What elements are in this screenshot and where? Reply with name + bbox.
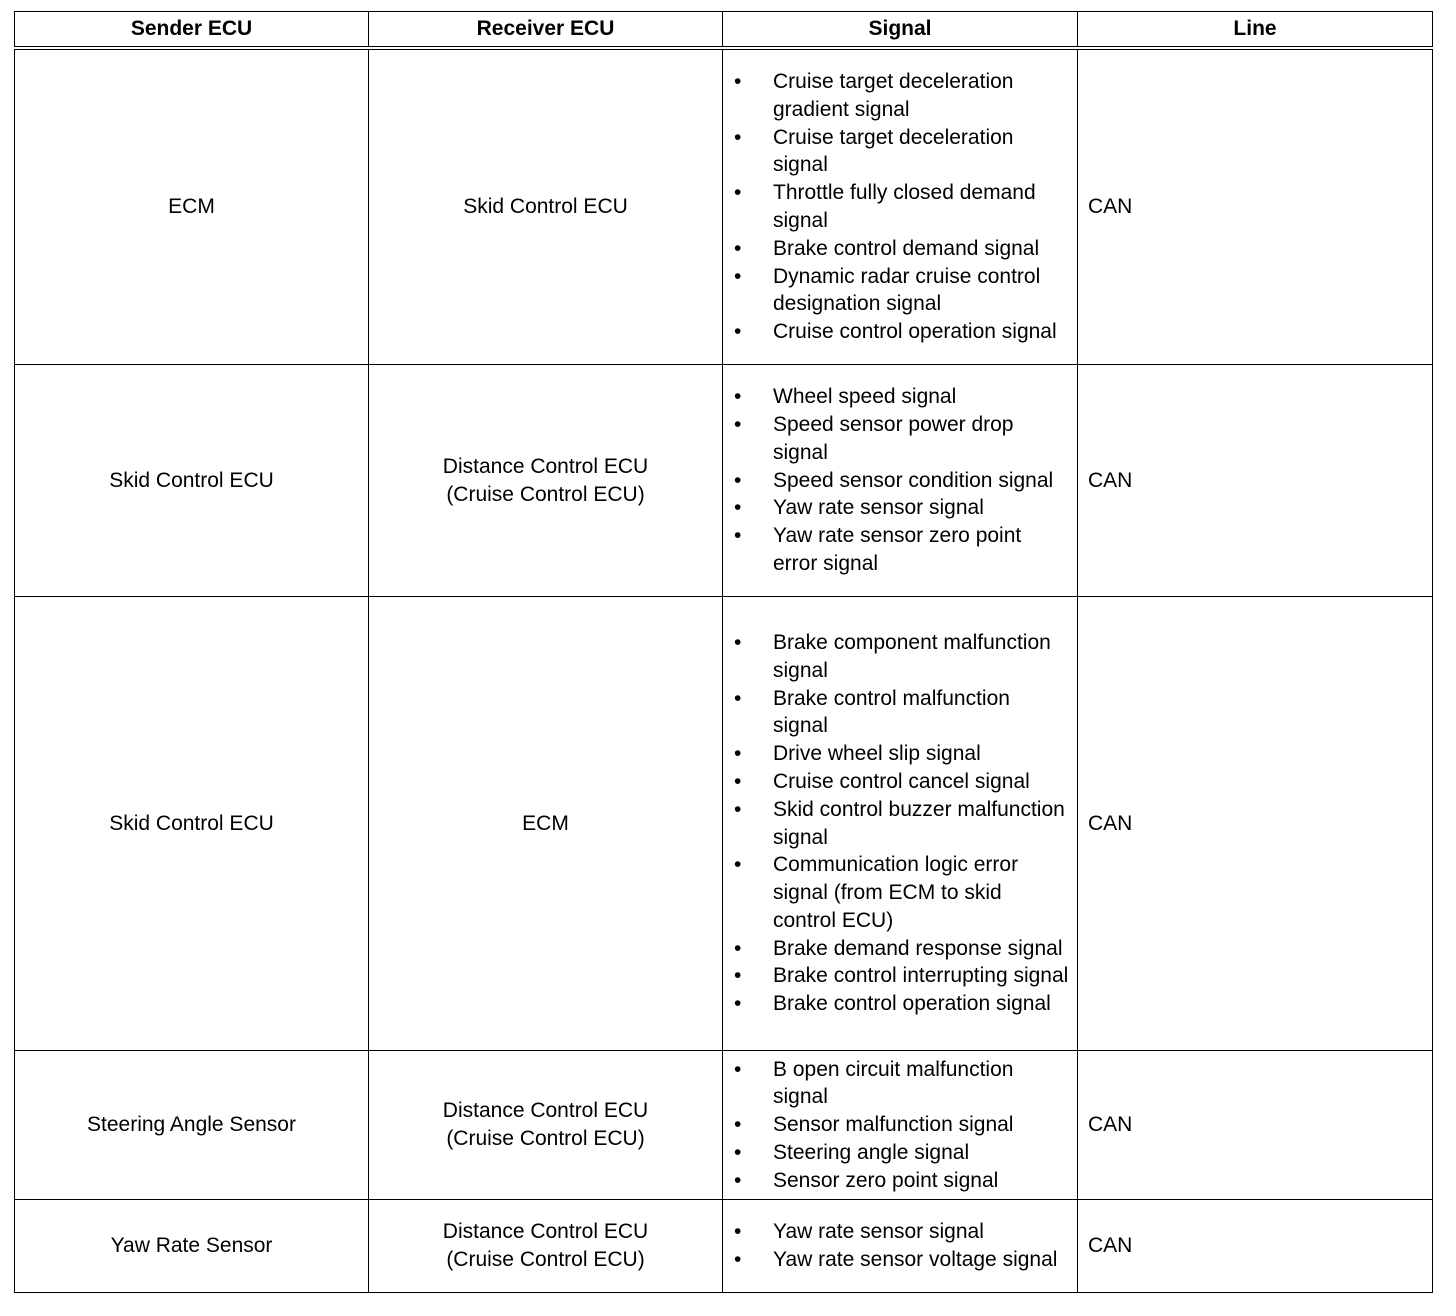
- bullet-icon: •: [734, 686, 742, 710]
- bullet-icon: •: [734, 964, 742, 988]
- signal-item: [732, 629, 1069, 685]
- bullet-icon: •: [734, 496, 742, 520]
- signal-text: B open circuit malfunction signal: [773, 1057, 1014, 1109]
- signal-text: Steering angle signal: [773, 1140, 970, 1164]
- signal-item: [732, 935, 1069, 963]
- bullet-icon: •: [734, 769, 742, 793]
- signal-text: Speed sensor condition signal: [773, 468, 1054, 492]
- signal-list: [732, 1218, 1069, 1274]
- bullet-icon: •: [734, 1140, 742, 1164]
- signal-list: [732, 629, 1069, 1018]
- signal-text: Brake component malfunction signal: [773, 630, 1051, 682]
- table-row: [15, 1051, 1433, 1200]
- signal-text: Skid control buzzer malfunction signal: [773, 797, 1065, 849]
- signal-text: Yaw rate sensor zero point error signal: [773, 524, 1022, 575]
- signal-item: [732, 1111, 1069, 1139]
- signal-item: [732, 1167, 1069, 1195]
- signal-list: [732, 1056, 1069, 1195]
- signal-text: Drive wheel slip signal: [773, 742, 981, 766]
- signal-text: Yaw rate sensor signal: [773, 496, 984, 520]
- signal-item: [732, 768, 1069, 796]
- bullet-icon: •: [734, 320, 742, 344]
- signal-text: Speed sensor power drop signal: [773, 413, 1014, 464]
- receiver-cell: [369, 1051, 723, 1200]
- receiver-line-1: Distance Control ECU: [442, 1220, 649, 1244]
- signal-text: Dynamic radar cruise control designation signal: [773, 264, 1041, 316]
- receiver-line-2: (Cruise Control ECU): [446, 482, 645, 506]
- bullet-icon: •: [734, 797, 742, 821]
- receiver-cell: [369, 597, 723, 1051]
- signal-item: [732, 522, 1069, 578]
- signal-cell: [723, 1200, 1078, 1293]
- signal-item: [732, 68, 1069, 124]
- bullet-icon: •: [734, 1248, 742, 1271]
- bullet-icon: •: [734, 1220, 742, 1244]
- sender-cell: Skid Control ECU: [15, 597, 369, 1051]
- bullet-icon: •: [734, 936, 742, 960]
- signal-text: Wheel speed signal: [773, 385, 957, 409]
- bullet-icon: •: [734, 1168, 742, 1192]
- receiver-cell: [369, 48, 723, 365]
- bullet-icon: •: [734, 992, 742, 1016]
- signal-list: [732, 383, 1069, 578]
- signal-text: Brake control demand signal: [773, 236, 1040, 260]
- header-signal: Signal: [723, 12, 1078, 49]
- signal-list: [732, 68, 1069, 346]
- signal-text: Yaw rate sensor signal: [773, 1220, 984, 1244]
- table-row: [15, 365, 1433, 597]
- sender-cell: Steering Angle Sensor: [15, 1051, 369, 1200]
- receiver-line-1: Distance Control ECU: [442, 1099, 649, 1123]
- signal-text: Brake control malfunction signal: [773, 686, 1010, 738]
- signal-item: [732, 411, 1069, 467]
- bullet-icon: •: [734, 630, 742, 654]
- signal-item: [732, 467, 1069, 495]
- receiver-cell: [369, 1200, 723, 1293]
- signal-text: Brake control operation signal: [773, 992, 1051, 1016]
- signal-item: [732, 263, 1069, 319]
- signal-text: Cruise control cancel signal: [773, 769, 1030, 793]
- signal-text: Yaw rate sensor voltage signal: [773, 1248, 1058, 1271]
- bullet-icon: •: [734, 1113, 742, 1137]
- table-row: [15, 597, 1433, 1051]
- signal-item: [732, 990, 1069, 1018]
- bullet-icon: •: [734, 524, 742, 548]
- signal-item: [732, 962, 1069, 990]
- signal-cell: [723, 1051, 1078, 1200]
- bullet-icon: •: [734, 413, 742, 436]
- signal-item: [732, 1218, 1069, 1246]
- signal-item: [732, 851, 1069, 934]
- signal-text: Cruise target deceleration gradient signal: [773, 70, 1014, 121]
- signal-item: [732, 1139, 1069, 1167]
- header-receiver-ecu: Receiver ECU: [369, 12, 723, 49]
- receiver-line-1: Skid Control ECU: [463, 195, 628, 219]
- receiver-line-1: Distance Control ECU: [442, 454, 649, 478]
- signal-item: [732, 383, 1069, 411]
- line-cell: CAN: [1078, 1200, 1433, 1293]
- table-row: [15, 1200, 1433, 1293]
- signal-item: [732, 124, 1069, 180]
- signal-cell: [723, 597, 1078, 1051]
- bullet-icon: •: [734, 125, 742, 149]
- signal-item: [732, 685, 1069, 741]
- receiver-line-2: (Cruise Control ECU): [446, 1248, 645, 1271]
- signal-item: [732, 1246, 1069, 1274]
- bullet-icon: •: [734, 1057, 742, 1081]
- signal-cell: [723, 365, 1078, 597]
- signal-text: Throttle fully closed demand signal: [773, 181, 1036, 232]
- line-cell: CAN: [1078, 48, 1433, 365]
- bullet-icon: •: [734, 181, 742, 205]
- signal-text: Brake control interrupting signal: [773, 964, 1069, 988]
- signal-text: Cruise control operation signal: [773, 320, 1057, 344]
- header-row: [15, 12, 1433, 49]
- can-communication-table-container: [14, 11, 1432, 1293]
- line-cell: CAN: [1078, 597, 1433, 1051]
- signal-text: Communication logic error signal (from ECM to skid control ECU): [773, 853, 1019, 932]
- bullet-icon: •: [734, 385, 742, 409]
- signal-item: [732, 318, 1069, 346]
- sender-cell: Skid Control ECU: [15, 365, 369, 597]
- signal-item: [732, 796, 1069, 852]
- signal-text: Sensor zero point signal: [773, 1168, 999, 1192]
- signal-text: Cruise target deceleration signal: [773, 125, 1014, 177]
- bullet-icon: •: [734, 236, 742, 260]
- signal-cell: [723, 48, 1078, 365]
- signal-text: Brake demand response signal: [773, 936, 1063, 960]
- sender-cell: ECM: [15, 48, 369, 365]
- signal-item: [732, 1056, 1069, 1112]
- receiver-line-2: (Cruise Control ECU): [446, 1127, 645, 1150]
- sender-cell: Yaw Rate Sensor: [15, 1200, 369, 1293]
- header-sender-ecu: Sender ECU: [15, 12, 369, 49]
- signal-item: [732, 179, 1069, 235]
- table-row: [15, 48, 1433, 365]
- bullet-icon: •: [734, 853, 742, 877]
- bullet-icon: •: [734, 264, 742, 288]
- signal-item: [732, 494, 1069, 522]
- receiver-line-1: ECM: [522, 811, 569, 835]
- header-line: Line: [1078, 12, 1433, 49]
- can-communication-table: [14, 11, 1433, 1293]
- bullet-icon: •: [734, 742, 742, 766]
- signal-text: Sensor malfunction signal: [773, 1113, 1014, 1137]
- line-cell: CAN: [1078, 365, 1433, 597]
- bullet-icon: •: [734, 468, 742, 492]
- signal-item: [732, 235, 1069, 263]
- signal-item: [732, 740, 1069, 768]
- line-cell: CAN: [1078, 1051, 1433, 1200]
- bullet-icon: •: [734, 70, 742, 94]
- receiver-cell: [369, 365, 723, 597]
